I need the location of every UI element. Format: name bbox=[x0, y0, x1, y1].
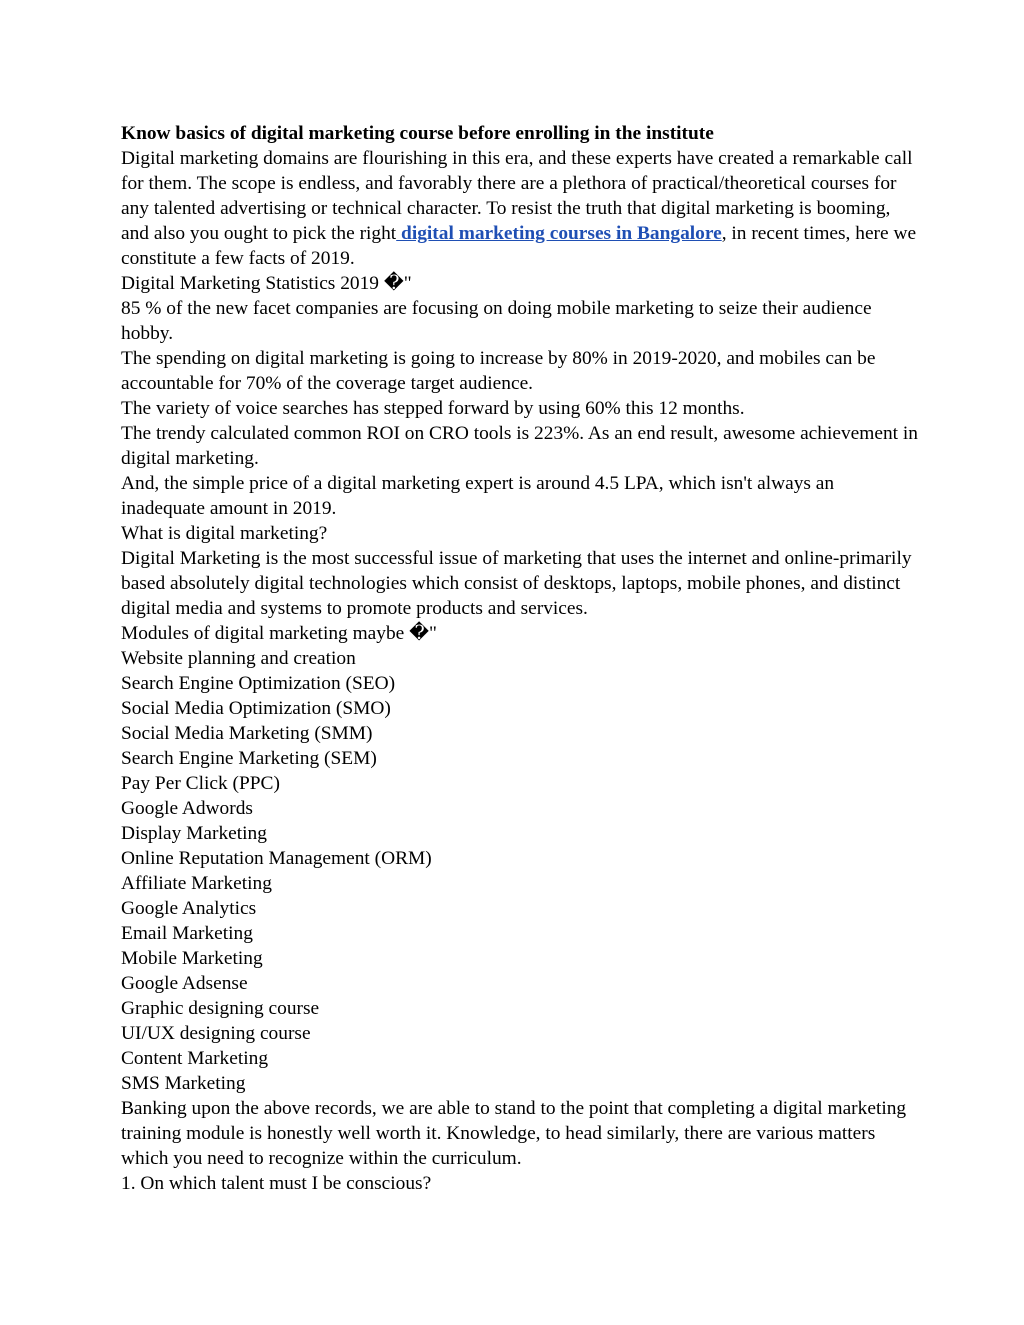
what-paragraph: Digital Marketing is the most successful issue of marketing that uses the internet and online-primarily based absolutely digital technologies which consist of desktops, laptops, mobile phones, and distinct digital media and systems to promote products and services. bbox=[121, 548, 912, 619]
stat-item: The spending on digital marketing is going to increase by 80% in 2019-2020, and mobiles can be accountable for 70% of the coverage target audience. bbox=[121, 348, 876, 394]
module-item: Google Adwords bbox=[121, 798, 253, 819]
module-item: Website planning and creation bbox=[121, 648, 356, 669]
module-item: SMS Marketing bbox=[121, 1073, 246, 1094]
question-heading: 1. On which talent must I be conscious? bbox=[121, 1173, 432, 1194]
stats-heading: Digital Marketing Statistics 2019 �" bbox=[121, 273, 412, 294]
module-item: Search Engine Marketing (SEM) bbox=[121, 748, 377, 769]
module-item: Graphic designing course bbox=[121, 998, 320, 1019]
module-item: Mobile Marketing bbox=[121, 948, 263, 969]
digital-marketing-courses-link[interactable]: digital marketing courses in Bangalore bbox=[396, 223, 722, 244]
intro-paragraph bbox=[121, 146, 921, 271]
module-item: Social Media Marketing (SMM) bbox=[121, 723, 373, 744]
conclusion-paragraph: Banking upon the above records, we are able to stand to the point that completing a digital marketing training module is honestly well worth it. Knowledge, to head similarly, there are various matters which you need to recognize within the curriculum. bbox=[121, 1098, 907, 1169]
stat-item: 85 % of the new facet companies are focusing on doing mobile marketing to seize their audience hobby. bbox=[121, 298, 872, 344]
module-item: Search Engine Optimization (SEO) bbox=[121, 673, 396, 694]
module-item: Google Analytics bbox=[121, 898, 257, 919]
module-item: Content Marketing bbox=[121, 1048, 269, 1069]
stat-item: The variety of voice searches has stepped forward by using 60% this 12 months. bbox=[121, 398, 745, 419]
document-title: Know basics of digital marketing course before enrolling in the institute bbox=[121, 123, 714, 144]
module-item: Display Marketing bbox=[121, 823, 267, 844]
module-item: Online Reputation Management (ORM) bbox=[121, 848, 432, 869]
module-item: UI/UX designing course bbox=[121, 1023, 311, 1044]
module-item: Affiliate Marketing bbox=[121, 873, 272, 894]
stat-item: And, the simple price of a digital marketing expert is around 4.5 LPA, which isn't always an inadequate amount in 2019. bbox=[121, 473, 835, 519]
module-item: Google Adsense bbox=[121, 973, 248, 994]
modules-heading: Modules of digital marketing maybe �" bbox=[121, 623, 437, 644]
stat-item: The trendy calculated common ROI on CRO tools is 223%. As an end result, awesome achievement in digital marketing. bbox=[121, 423, 918, 469]
module-item: Email Marketing bbox=[121, 923, 253, 944]
module-item: Pay Per Click (PPC) bbox=[121, 773, 280, 794]
what-heading: What is digital marketing? bbox=[121, 523, 328, 544]
stats-list bbox=[121, 296, 921, 521]
modules-list bbox=[121, 646, 921, 1096]
intro-text-before-link: Digital marketing domains are flourishing in this era, and these experts have created a remarkable call for them. The scope is endless, and favorably there are a plethora of practical/theoretical courses for any talented advertising or technical character. To resist the truth that digital marketing is booming, and also you ought to pick the right bbox=[121, 148, 913, 244]
intro-text-after-link: , in recent times, here we constitute a few facts of 2019. bbox=[121, 223, 917, 269]
document-page bbox=[121, 121, 921, 1196]
module-item: Social Media Optimization (SMO) bbox=[121, 698, 391, 719]
